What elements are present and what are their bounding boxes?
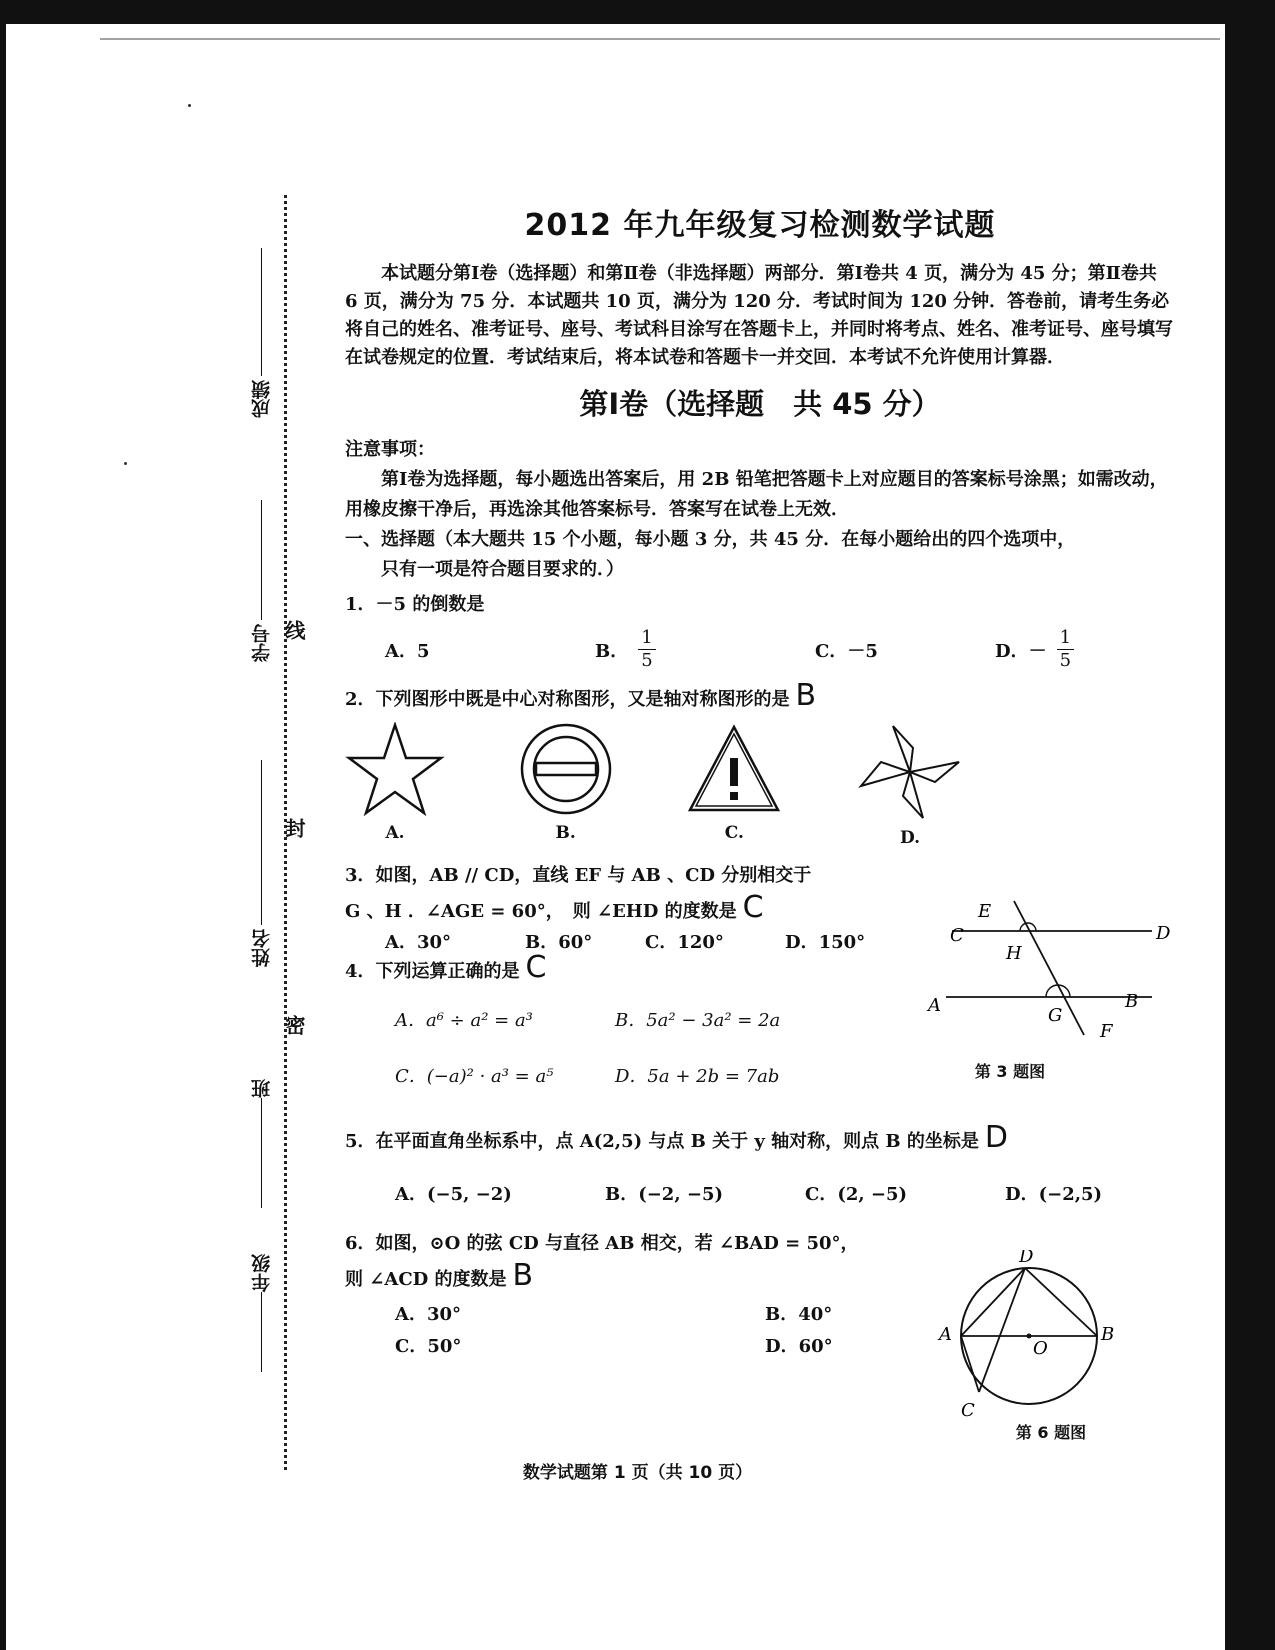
seal-char-mi: 密	[282, 1015, 306, 1035]
q1-options	[385, 627, 1175, 672]
field-score-line	[261, 248, 262, 376]
q1-option-c-text: C．－5	[815, 640, 878, 662]
q4-option-d[interactable]: D．5a + 2b = 7ab	[615, 1066, 780, 1087]
scan-speck	[124, 462, 127, 465]
q3-option-d[interactable]: D．150°	[785, 932, 866, 953]
q4-option-a[interactable]: A．a⁶ ÷ a² = a³	[395, 1010, 533, 1031]
q1-option-a[interactable]	[385, 627, 595, 672]
seal-char-xian: 线	[282, 620, 306, 640]
center-o	[1027, 1334, 1032, 1339]
q4-stem: 4．下列运算正确的是	[345, 961, 520, 982]
field-grade[interactable]	[248, 1250, 275, 1372]
q3-stem-line1: 3．如图，AB // CD，直线 EF 与 AB 、CD 分别相交于	[345, 865, 812, 886]
label-a: A	[928, 995, 941, 1016]
field-class-line	[261, 1098, 262, 1208]
q1-option-b[interactable]	[595, 627, 815, 672]
q1-option-c[interactable]	[815, 627, 995, 672]
notes-label: 注意事项：	[345, 439, 435, 460]
q1-option-b-label: B．	[595, 640, 629, 662]
q2-figure-d-label: D.	[899, 828, 920, 848]
field-class-label: 班	[251, 1079, 273, 1098]
q1-d-numerator: 1	[1057, 627, 1074, 650]
q2-stem-line	[345, 680, 1175, 716]
part1-heading: 第Ⅰ卷（选择题 共 45 分）	[579, 387, 941, 421]
q2-figure-a-label: A.	[385, 823, 405, 843]
figure-q6-diagram	[935, 1250, 1115, 1420]
q6-option-c[interactable]: C．50°	[395, 1336, 462, 1357]
scan-border-right	[1225, 0, 1275, 1650]
q3-option-b[interactable]: B．60°	[525, 932, 593, 953]
q1-option-b-fraction	[638, 627, 655, 672]
label-c: C	[950, 925, 964, 946]
label-o: O	[1033, 1338, 1048, 1359]
q2-figure-d[interactable]	[855, 722, 965, 848]
q3-option-c[interactable]: C．120°	[645, 932, 724, 953]
label-f: F	[1100, 1021, 1113, 1042]
notes-text: 第Ⅰ卷为选择题，每小题选出答案后，用 2B 铅笔把答题卡上对应题目的答案标号涂黑；如需改动，用橡皮擦干净后，再选涂其他答案标号．答案写在试卷上无效．	[345, 469, 1168, 520]
field-score[interactable]	[248, 248, 275, 418]
q6-option-d[interactable]: D．60°	[765, 1336, 833, 1357]
scan-speck	[188, 104, 191, 107]
figure-q3-caption: 第 3 题图	[974, 1062, 1046, 1081]
label-d: D	[1019, 1250, 1034, 1267]
pinwheel-icon	[855, 722, 965, 822]
seal-char-feng: 封	[282, 818, 306, 838]
page-footer: 数学试题第 1 页（共 10 页）	[522, 1463, 753, 1483]
q2-figure-c-label: C.	[724, 823, 744, 843]
q6-option-b[interactable]: B．40°	[765, 1304, 833, 1325]
q2-figure-b-label: B.	[555, 823, 576, 843]
exam-content	[345, 200, 1175, 1358]
q1-b-denominator: 5	[641, 650, 653, 671]
label-c: C	[961, 1400, 975, 1420]
q1-stem: 1．－5 的倒数是	[345, 594, 485, 615]
q6-handwritten-answer: B	[512, 1258, 534, 1293]
q1-d-denominator: 5	[1059, 650, 1072, 671]
q2-figure-b[interactable]	[518, 722, 614, 848]
q5-options	[395, 1180, 1175, 1206]
scan-border-top	[0, 0, 1275, 24]
q5-option-a[interactable]: A．(−5, −2)	[395, 1184, 512, 1205]
field-grade-line	[261, 1292, 262, 1372]
q2-figure-a[interactable]	[345, 722, 445, 848]
exam-intro: 本试题分第Ⅰ卷（选择题）和第Ⅱ卷（非选择题）两部分．第Ⅰ卷共 4 页，满分为 45 分；第Ⅱ卷共 6 页，满分为 75 分．本试题共 10 页，满分为 120 分．考试时间为 120 分钟．答卷前，请考生务必将自己的姓名、准考证号、座号、考试科目涂写在答题卡上，并同时将考点、姓名、准考证号、座号填写在试卷规定的位置．考试结束后，将本试卷和答题卡一并交回．本考试不允许使用计算器．	[345, 263, 1173, 368]
field-student-number[interactable]	[248, 500, 275, 662]
q3-handwritten-answer: C	[742, 890, 764, 925]
q1-b-numerator: 1	[638, 627, 655, 650]
q4-handwritten-answer: C	[525, 950, 547, 985]
field-student-number-label: 学号	[251, 624, 273, 662]
q5-option-c[interactable]: C．(2, −5)	[805, 1184, 908, 1205]
q2-figures	[345, 722, 965, 848]
label-a: A	[939, 1324, 952, 1345]
label-g: G	[1048, 1005, 1063, 1026]
q5-stem-line	[345, 1122, 1175, 1158]
section-intro-line1: 一、选择题（本大题共 15 个小题，每小题 3 分，共 45 分．在每小题给出的四个选项中，	[345, 529, 1076, 550]
q3-stem-line2-text: G 、H ．∠AGE = 60°， 则 ∠EHD 的度数是	[345, 901, 737, 922]
field-name-label: 姓名	[251, 929, 273, 967]
exam-title: 2012 年九年级复习检测数学试题	[524, 208, 996, 243]
field-student-number-line	[261, 500, 262, 620]
figure-q6	[935, 1250, 1115, 1442]
label-e: E	[978, 901, 992, 922]
field-score-label: 成绩	[251, 380, 273, 418]
q2-stem: 2．下列图形中既是中心对称图形，又是轴对称图形的是	[345, 689, 790, 710]
ring-symbol-icon	[518, 722, 614, 817]
segment-bd	[1025, 1268, 1097, 1336]
q6-option-a[interactable]: A．30°	[395, 1304, 462, 1325]
field-name[interactable]	[248, 760, 275, 967]
field-class[interactable]	[248, 1075, 275, 1208]
q5-option-d[interactable]: D．(−2,5)	[1005, 1184, 1103, 1205]
q4-option-b[interactable]: B．5a² − 3a² = 2a	[615, 1010, 781, 1031]
label-b: B	[1125, 991, 1139, 1012]
q5-handwritten-answer: D	[984, 1120, 1008, 1155]
q1-option-d-fraction	[1057, 627, 1074, 672]
q4-option-c[interactable]: C．(−a)² · a³ = a⁵	[395, 1066, 554, 1087]
q5-stem: 5．在平面直角坐标系中，点 A(2,5) 与点 B 关于 y 轴对称，则点 B 的坐标是	[345, 1131, 979, 1152]
segment-ac	[961, 1336, 979, 1392]
section-intro-line2: 只有一项是符合题目要求的．）	[381, 559, 624, 580]
q6-stem-line2-text: 则 ∠ACD 的度数是	[345, 1269, 507, 1290]
q6-stem-line1: 6．如图，⊙O 的弦 CD 与直径 AB 相交，若 ∠BAD = 50°，	[345, 1233, 859, 1254]
scan-streak	[100, 38, 1220, 40]
q2-figure-c[interactable]	[686, 722, 782, 848]
q5-option-b[interactable]: B．(−2, −5)	[605, 1184, 723, 1205]
figure-q3-diagram	[920, 895, 1170, 1055]
chord-cd	[979, 1268, 1025, 1392]
q1-option-d[interactable]	[995, 627, 1074, 672]
figure-q3	[920, 895, 1170, 1082]
warning-triangle-icon	[686, 722, 782, 817]
scan-border-left	[0, 0, 6, 1650]
figure-q6-caption: 第 6 题图	[1015, 1423, 1087, 1442]
q1-option-d-label: D．－	[995, 640, 1047, 662]
label-d: D	[1156, 923, 1170, 944]
q3-option-a[interactable]: A．30°	[385, 932, 452, 953]
star-icon	[345, 722, 445, 817]
field-grade-label: 年级	[251, 1254, 273, 1292]
q1-option-a-text: A．5	[385, 640, 430, 662]
q2-handwritten-answer: B	[795, 678, 817, 713]
field-name-line	[261, 760, 262, 925]
label-h: H	[1006, 943, 1022, 964]
label-b: B	[1101, 1324, 1115, 1345]
